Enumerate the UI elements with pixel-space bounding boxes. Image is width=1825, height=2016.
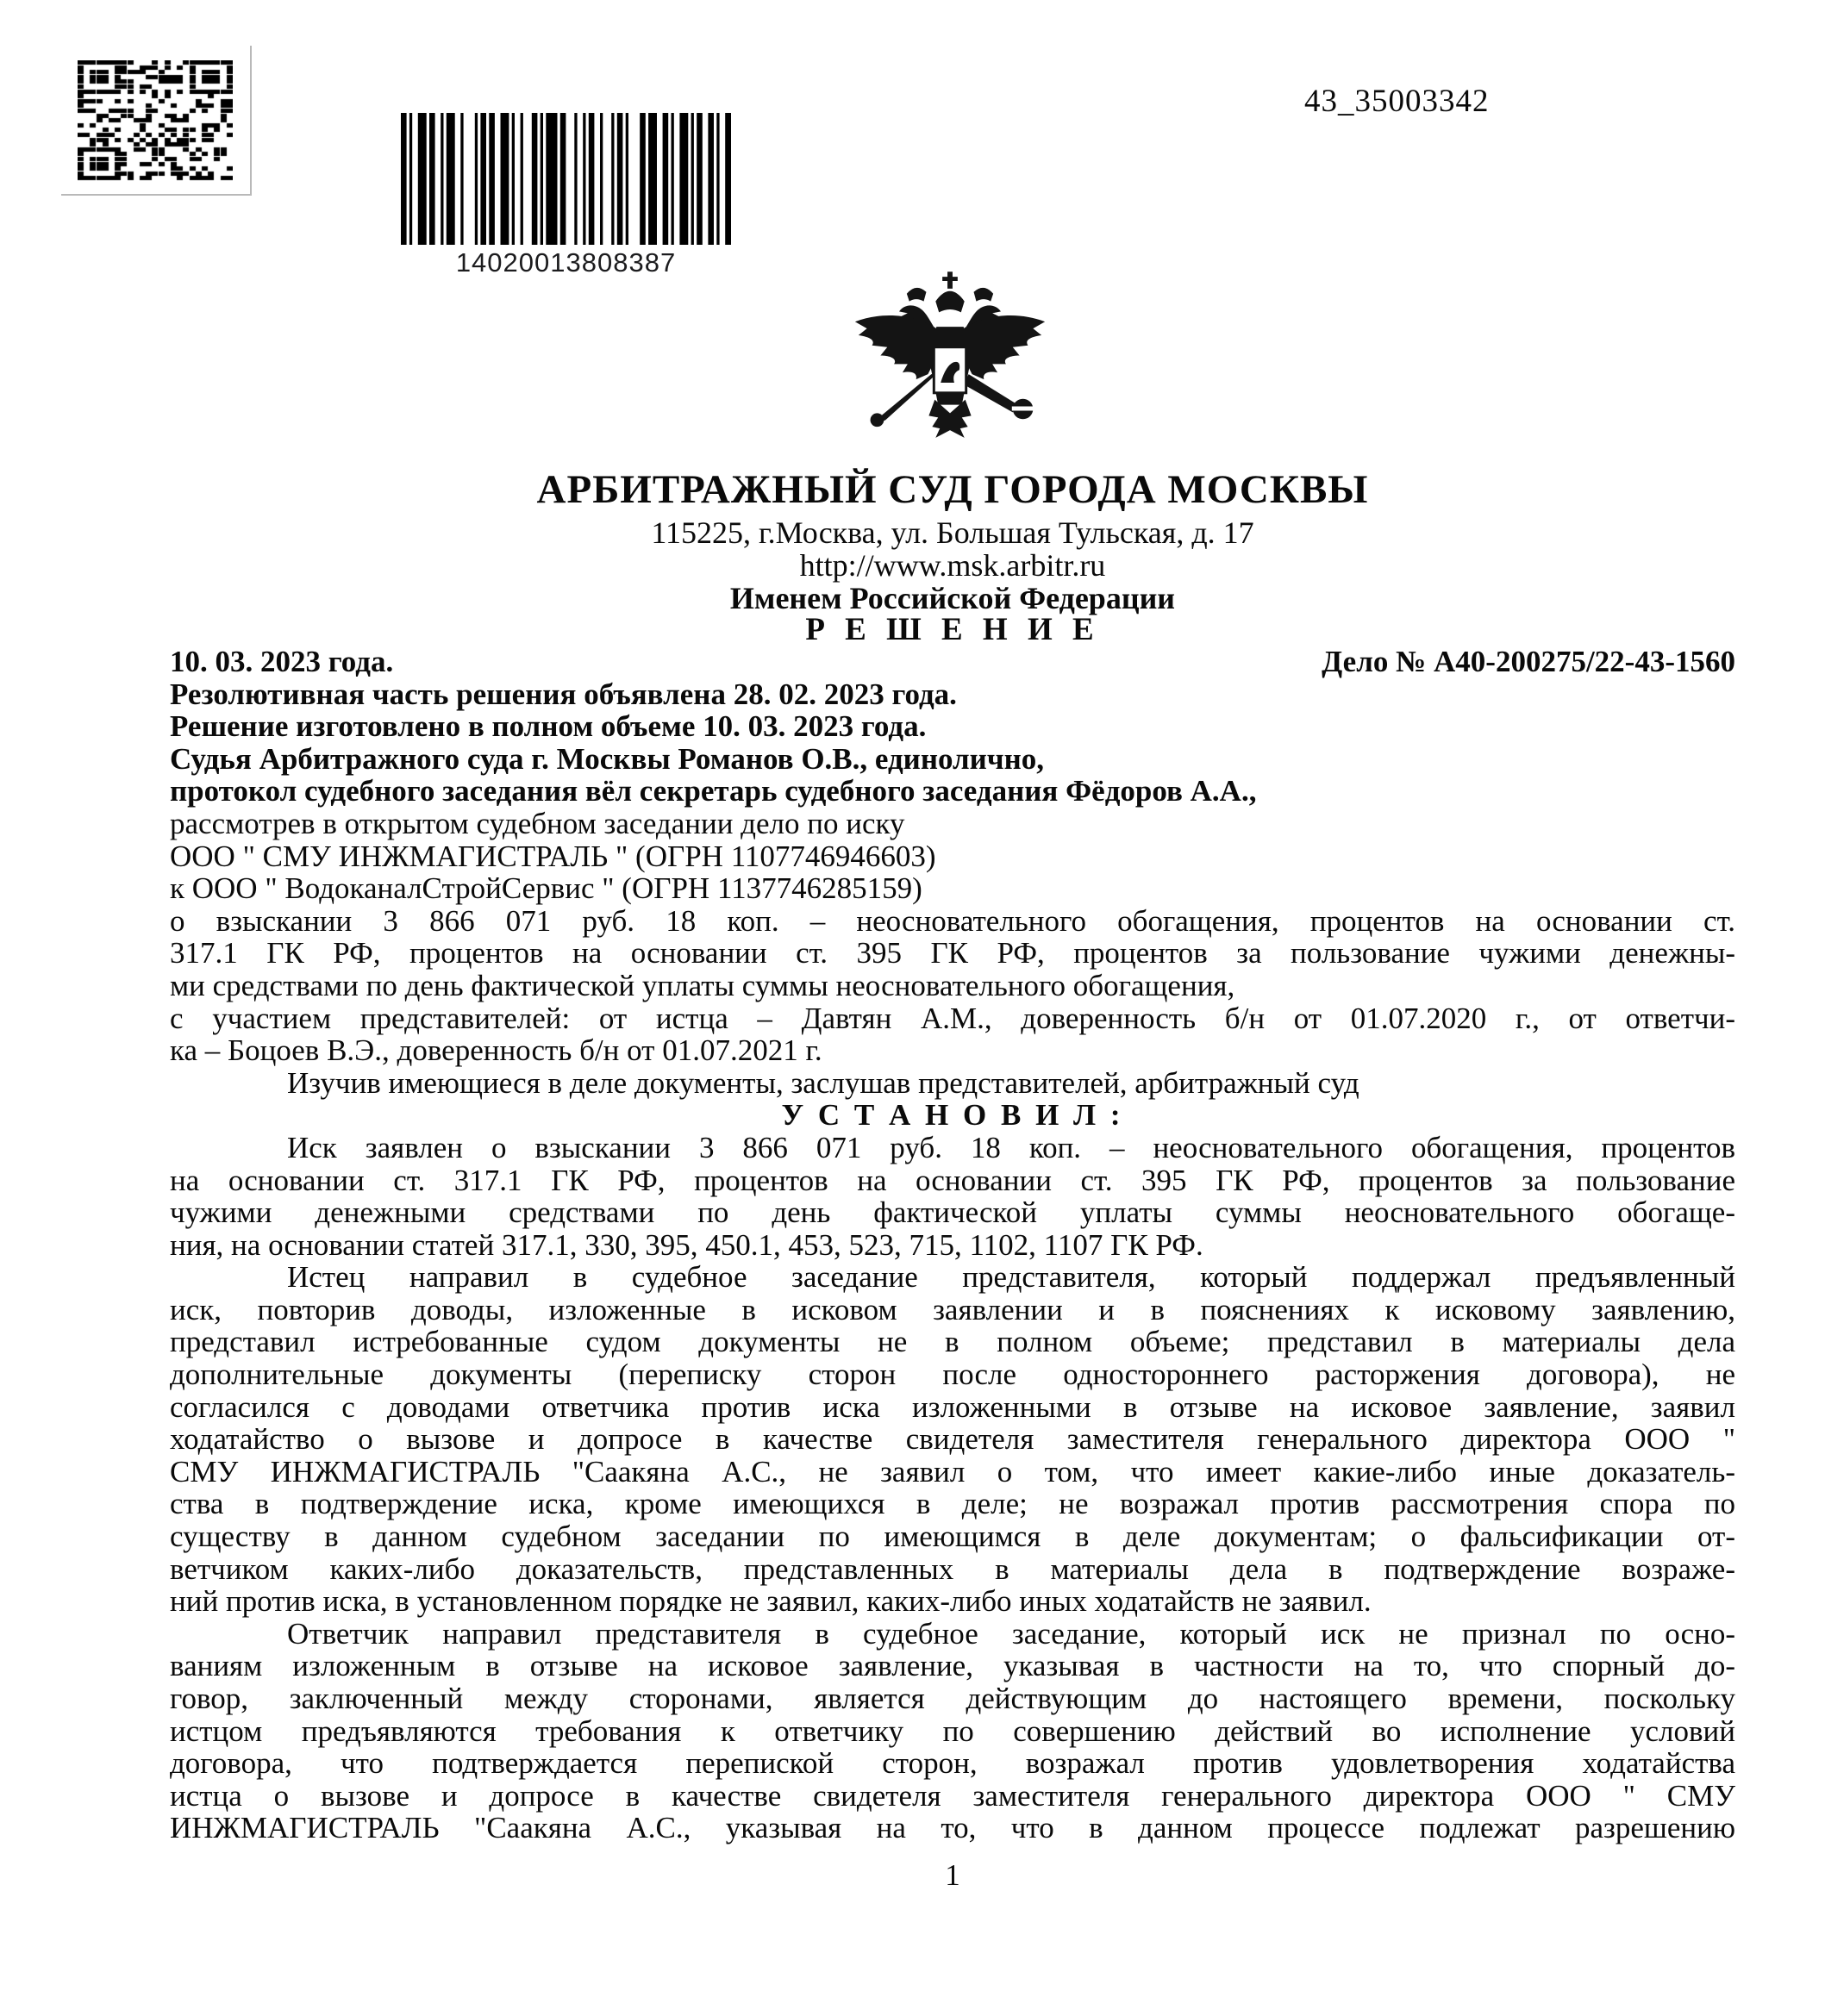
text-line: У С Т А Н О В И Л : [781,1098,1124,1133]
text-line: истца о вызове и допросе в качестве свидетеля заместителя генерального директора ООО " СМУ [170,1778,1735,1813]
text-line: Иск заявлен о взыскании 3 866 071 руб. 18 коп. – неосновательного обогащения, процентов [287,1130,1735,1164]
text-line: СМУ ИНЖМАГИСТРАЛЬ "Саакяна А.С., не заявил о том, что имеет какие-либо иные доказатель- [170,1454,1735,1489]
text-line: ства в подтверждение иска, кроме имеющихся в деле; не возражал против рассмотрения спора по [170,1487,1735,1521]
text-line: на основании ст. 317.1 ГК РФ, процентов на основании ст. 395 ГК РФ, процентов за пользование [170,1163,1735,1197]
coat-of-arms-eagle-icon [848,271,1052,445]
text-line: ний против иска, в установленном порядке не заявил, каких-либо иных ходатайств не заявил. [170,1584,1372,1619]
text-line: о взыскании 3 866 071 руб. 18 коп. – неосновательного обогащения, процентов на основании ст. [170,903,1735,938]
text-line: с участием представителей: от истца – Давтян А.М., доверенность б/н от 01.07.2020 г., от ответчи- [170,1001,1735,1035]
document-number: 43_35003342 [1304,84,1490,119]
date-case-row [170,646,1735,678]
text-line: истцом предъявляются требования к ответчику по совершению действий во исполнение условий [170,1713,1735,1748]
text-line: ветчиком каких-либо доказательств, представленных в материалы дела в подтверждение возраже- [170,1551,1735,1586]
court-address: 115225, г.Москва, ул. Большая Тульская, д. 17 [651,515,1254,550]
text-line: дополнительные документы (переписку сторон после одностороннего расторжения договора), не [170,1358,1735,1392]
decision-date: 10. 03. 2023 года. [170,645,394,678]
text-line: ходатайство о вызове и допросе в качестве свидетеля заместителя генерального директора ООО " [170,1422,1735,1457]
decision-body-text [170,646,1735,1844]
text-line: чужими денежными средствами по день фактической уплаты суммы неосновательного обогаще- [170,1195,1735,1230]
text-lines [170,678,1735,1844]
court-name: АРБИТРАЖНЫЙ СУД ГОРОДА МОСКВЫ [536,467,1369,512]
text-line: договора, что подтверждается перепиской сторон, возражал против удовлетворения ходатайства [170,1746,1735,1781]
case-number: Дело № А40-200275/22-43-1560 [1322,645,1735,678]
text-line: протокол судебного заседания вёл секретарь судебного заседания Фёдоров А.А., [170,774,1257,808]
text-line: согласился с доводами ответчика против иска изложенными в отзыве на исковое заявление, заявил [170,1389,1735,1424]
court-website-link: http://www.msk.arbitr.ru [799,548,1106,583]
decision-title: Р Е Ш Е Н И Е [805,612,1100,647]
text-line: к ООО " ВодоканалСтройСервис " (ОГРН 1137746285159) [170,871,922,906]
text-line: ния, на основании статей 317.1, 330, 395, 450.1, 453, 523, 715, 1102, 1107 ГК РФ. [170,1227,1203,1262]
text-line: рассмотрев в открытом судебном заседании дело по иску [170,806,905,840]
text-line: Изучив имеющиеся в деле документы, заслушав представителей, арбитражный суд [287,1065,1359,1100]
text-line: Судья Арбитражного суда г. Москвы Романов О.В., единолично, [170,741,1044,776]
barcode-block [401,113,731,277]
text-line: ка – Боцоев В.Э., доверенность б/н от 01.07.2021 г. [170,1033,822,1068]
barcode-number: 14020013808387 [455,247,677,278]
text-line: Резолютивная часть решения объявлена 28. 02. 2023 года. [170,677,957,711]
text-line: 317.1 ГК РФ, процентов на основании ст. 395 ГК РФ, процентов за пользование чужими денежны- [170,936,1735,971]
text-line: иск, повторив доводы, изложенные в исковом заявлении и в пояснениях к исковому заявлению, [170,1292,1735,1326]
text-line: представил истребованные судом документы не в полном объеме; представил в материалы дела [170,1325,1735,1359]
text-line: говор, заключенный между сторонами, является действующим до настоящего времени, поскольку [170,1682,1735,1715]
page-number: 1 [945,1858,960,1892]
text-line: существу в данном судебном заседании по имеющимся в деле документам; о фальсификации от- [170,1520,1735,1554]
barcode-icon [401,113,731,245]
text-line: Ответчик направил представителя в судебное заседание, который иск не признал по осно- [287,1616,1735,1651]
text-line: ООО " СМУ ИНЖМАГИСТРАЛЬ " (ОГРН 1107746946603) [170,839,936,873]
in-the-name-line: Именем Российской Федерации [729,581,1176,615]
text-line: Решение изготовлено в полном объеме 10. 03. 2023 года. [170,709,927,744]
qr-code-icon [78,60,233,181]
text-line: Истец направил в судебное заседание представителя, который поддержал предъявленный [287,1260,1735,1295]
text-line: ИНЖМАГИСТРАЛЬ "Саакяна А.С., указывая на то, что в данном процессе подлежат разрешению [170,1811,1735,1845]
text-line: ваниям изложенным в отзыве на исковое заявление, указывая в частности на то, что спорный до- [170,1649,1735,1683]
text-line: ми средствами по день фактической уплаты суммы неосновательного обогащения, [170,968,1235,1002]
